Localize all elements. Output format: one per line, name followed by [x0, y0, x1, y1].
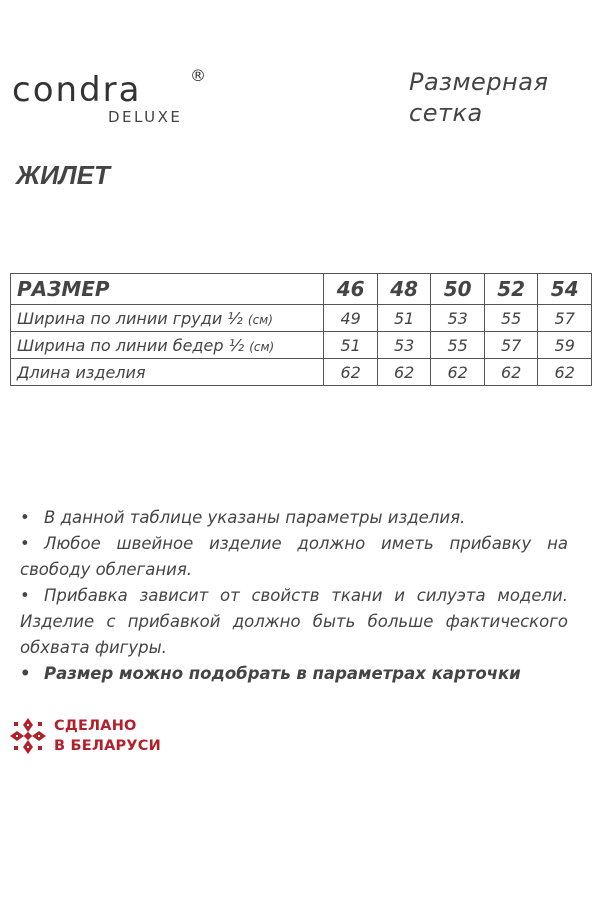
table-cell: 62 [431, 359, 485, 386]
table-row [11, 305, 592, 332]
table-row [11, 359, 592, 386]
table-row [11, 332, 592, 359]
table-cell: 62 [377, 359, 431, 386]
bullet-icon: • [20, 586, 30, 605]
table-cell: 53 [377, 332, 431, 359]
document-title: Размерная сетка [409, 68, 549, 127]
product-title: ЖИЛЕТ [16, 160, 110, 190]
note-text: Прибавка зависит от свойств ткани и силуэта модели. Изделие с прибавкой должно быть больше фактического обхвата фигуры. [20, 586, 568, 657]
bullet-icon: • [20, 534, 30, 553]
row-label [11, 359, 324, 386]
note-text: Любое швейное изделие должно иметь прибавку на свободу облегания. [20, 534, 568, 579]
note-item [20, 531, 568, 583]
made-in-line1: СДЕЛАНО [54, 718, 137, 734]
made-in-line2: В БЕЛАРУСИ [54, 738, 161, 754]
table-cell: 51 [324, 332, 378, 359]
notes-list [20, 505, 568, 687]
table-cell: 62 [538, 359, 592, 386]
table-cell: 57 [538, 305, 592, 332]
size-table [10, 273, 592, 386]
brand-logo [12, 66, 212, 130]
table-cell: 55 [431, 332, 485, 359]
note-text: В данной таблице указаны параметры изделия. [44, 508, 466, 527]
header-label: РАЗМЕР [11, 274, 324, 305]
row-label-text: Ширина по линии груди ½ [17, 308, 243, 328]
table-cell: 53 [431, 305, 485, 332]
size-header: 50 [431, 274, 485, 305]
registered-mark: ® [190, 66, 206, 85]
note-item [20, 505, 568, 531]
table-cell: 62 [484, 359, 538, 386]
size-header: 54 [538, 274, 592, 305]
note-item [20, 661, 568, 687]
table-header-row [11, 274, 592, 305]
table-cell: 59 [538, 332, 592, 359]
table-cell: 62 [324, 359, 378, 386]
row-unit: (см) [249, 339, 275, 354]
table-cell: 49 [324, 305, 378, 332]
bullet-icon: • [20, 508, 30, 527]
note-text: Размер можно подобрать в параметрах карточки [44, 664, 521, 683]
size-header: 46 [324, 274, 378, 305]
size-header: 52 [484, 274, 538, 305]
row-label-text: Длина изделия [17, 362, 146, 382]
note-item [20, 583, 568, 661]
table-cell: 57 [484, 332, 538, 359]
row-label [11, 332, 324, 359]
brand-subtitle: DELUXE [108, 108, 183, 126]
brand-name: condra [12, 70, 142, 110]
row-label [11, 305, 324, 332]
table-cell: 51 [377, 305, 431, 332]
made-in-belarus-badge [8, 712, 168, 760]
bullet-icon: • [20, 664, 31, 683]
table-cell: 55 [484, 305, 538, 332]
row-label-text: Ширина по линии бедер ½ [17, 335, 245, 355]
made-in-text [54, 716, 161, 756]
row-unit: (см) [247, 312, 273, 327]
belarus-ornament-icon [8, 716, 48, 756]
size-header: 48 [377, 274, 431, 305]
